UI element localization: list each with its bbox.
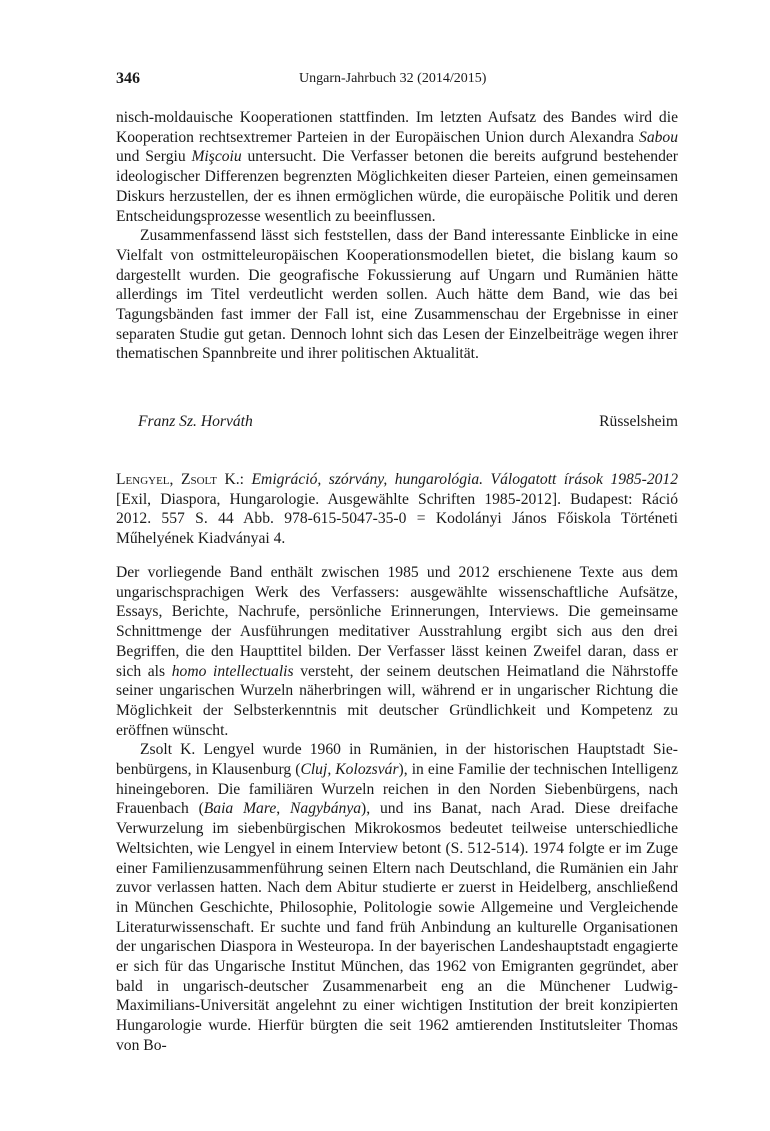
page-header [116, 70, 678, 94]
citation-author: Lengyel, Zsolt [116, 471, 217, 488]
italic-term: homo intellectualis [171, 662, 294, 680]
italic-place: Nagybánya [290, 800, 362, 818]
page-number: 346 [116, 70, 140, 87]
bibliographic-citation: Lengyel, Zsolt K.: Emigráció, szórvány, hungarológia. Válogatott írások 1985-2012 [Exil, Diaspora, Hungarologie. Ausgewählte Schriften 1985-2012]. Budapest: Ráció 2012. 557 S. 44 Abb. 978-615-5047-35-0 = Kodolányi János Főiskola Történeti Műhelyének Kiadványai 4. [116, 471, 679, 548]
review-1-body [116, 108, 678, 364]
paragraph: Zsolt K. Lengyel wurde 1960 in Rumänien, in der historischen Hauptstadt Siebenbürgens, in Klausenburg (Cluj, Kolozsvár), in eine Familie der technischen Intelligenz hineingeboren. Die familiären Wurzeln reichen in den Norden Siebenbürgens, nach Frauenbach (Baia Mare, Nagybánya), und ins Banat, nach Arad. Diese dreifache Verwurzelung im siebenbürgischen Mikrokosmos bedeutet teilweise unterschiedliche Weltsichten, wie Lengyel in einem Interview betont (S. 512-514). 1974 folgte er im Zuge einer Familienzusammenführung seinen Eltern nach Deutschland, die Rumänien ein Jahr zuvor verlassen hatten. Nach dem Abitur studierte er zuerst in Heidelberg, anschließend in München Geschichte, Philosophie, Politologie sowie Allgemeine und Vergleichende Literaturwissenschaft. Er suchte und fand früh Anbindung an kulturelle Organisationen der ungarischen Diaspora in Westeuropa. In der bayerischen Landeshauptstadt engagierte er sich für das Ungarische Institut München, das 1962 von Emigranten gegründet, aber bald in ungarisch-deutscher Zusammenarbeit eng an die Münchener Ludwig-Maximilians-Universität angelehnt zu einer wichtigen Institution der breit konzipierten Hungarologie wurde. Hierfür bürgten die seit 1962 amtierenden Institutsleiter Thomas von Bo- [116, 741, 679, 1054]
reviewer-place: Rüsselsheim [599, 413, 678, 430]
running-title: Ungarn-Jahrbuch 32 (2014/2015) [299, 71, 487, 86]
reviewer-name: Franz Sz. Horváth [138, 413, 253, 430]
review-signature [116, 413, 678, 435]
review-2-body [116, 563, 678, 1056]
paragraph: nisch-moldauische Kooperationen stattfinden. Im letzten Aufsatz des Bandes wird die Kooperation rechtsextremer Parteien in der Europäischen Union durch Alexandra Sabou und Sergiu Mişcoiu untersucht. Die Verfasser betonen die bereits aufgrund bestehender ideologischer Differenzen begrenzten Möglichkeiten dieser Parteien, einen gemeinsamen Diskurs herzustellen, der es ihnen ermöglichen würde, die europäische Politik und deren Entscheidungsprozesse wesentlich zu beeinflussen. [116, 109, 678, 225]
citation-title: Emigráció, szórvány, hungarológia. Válogatott írások 1985-2012 [251, 471, 679, 488]
italic-place: Baia Mare [203, 800, 277, 818]
italic-place: Cluj, Kolozsvár [300, 761, 399, 779]
paragraph: Der vorliegende Band enthält zwischen 1985 und 2012 erschienene Texte aus dem ungarischsprachigen Werk des Verfassers: ausgewählte wissenschaftliche Aufsätze, Essays, Berichte, Nachrufe, persönliche Erinnerungen, Interviews. Die gemeinsame Schnittmenge der Ausführungen meditativer Ausstrahlung ergibt sich aus den drei Begriffen, die den Haupttitel bilden. Der Verfasser lässt keinen Zweifel daran, dass er sich als homo intellectualis versteht, der seinem deutschen Heimatland die Nährstoffe seiner ungarischen Wurzeln näherbringen will, während er in ungarischer Richtung die Möglichkeit der Selbsterkenntnis mit deutscher Gründlichkeit und Kompetenz zu eröffnen wünscht. [116, 564, 678, 739]
italic-name: Mişcoiu [191, 148, 242, 166]
italic-name: Sabou [639, 128, 678, 146]
paragraph: Zusammenfassend lässt sich feststellen, dass der Band interessante Einblicke in eine Vielfalt von ostmitteleuropäischen Kooperationsmodellen bietet, die bislang kaum so dargestellt wurden. Die geografische Fokussierung auf Ungarn und Rumänien hätte allerdings im Titel verdeutlicht werden sollen. Auch hätte dem Band, wie das bei Tagungsbänden fast immer der Fall ist, eine Zusammenschau der Ergebnisse in einer separaten Studie gut getan. Dennoch lohnt sich das Lesen der Einzelbeiträge wegen ihrer thematischen Spannbreite und ihrer politischen Aktualität. [116, 227, 678, 363]
